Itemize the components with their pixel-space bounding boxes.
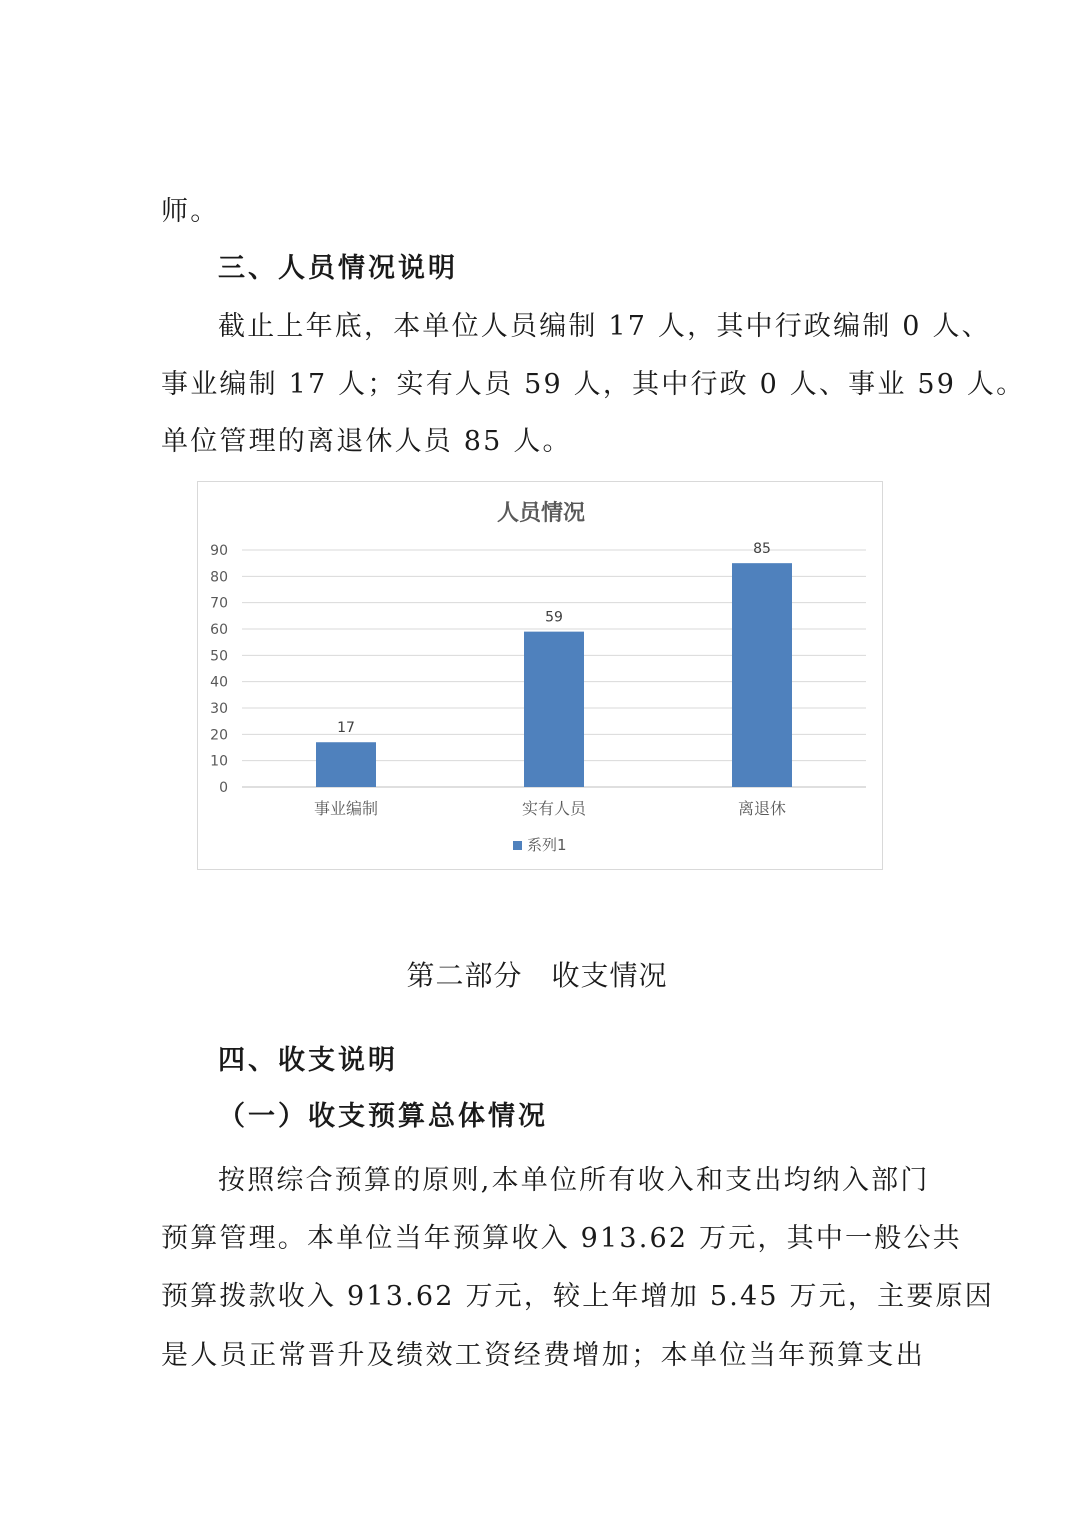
personnel-text-line-1: 截止上年底，本单位人员编制 17 人，其中行政编制 0 人、	[218, 311, 991, 342]
budget-text-line-3: 预算拨款收入 913.62 万元，较上年增加 5.45 万元，主要原因	[161, 1281, 994, 1312]
category-label: 实有人员	[521, 799, 587, 818]
part-title: 第二部分 收支情况	[406, 959, 668, 992]
data-label: 59	[545, 609, 563, 626]
personnel-chart-svg	[198, 482, 884, 871]
y-tick-label: 10	[210, 753, 228, 770]
category-label: 事业编制	[313, 799, 379, 818]
y-tick-label: 80	[210, 569, 228, 586]
budget-text-line-2: 预算管理。本单位当年预算收入 913.62 万元，其中一般公共	[161, 1223, 962, 1254]
y-tick-label: 40	[210, 674, 228, 691]
y-tick-label: 30	[210, 701, 228, 717]
data-label: 17	[337, 720, 355, 737]
bar	[524, 632, 584, 787]
data-label: 85	[753, 541, 771, 558]
y-tick-label: 70	[210, 595, 228, 612]
subsection-heading-budget: （一）收支预算总体情况	[218, 1101, 548, 1132]
section-heading-finance: 四、收支说明	[218, 1045, 398, 1076]
budget-text-line-1: 按照综合预算的原则,本单位所有收入和支出均纳入部门	[218, 1165, 930, 1196]
y-tick-label: 20	[210, 727, 228, 744]
paragraph-tail: 师。	[161, 196, 220, 227]
category-label: 离退休	[737, 799, 787, 818]
y-tick-label: 60	[210, 622, 228, 638]
y-tick-label: 90	[210, 543, 228, 559]
legend-swatch	[513, 841, 522, 850]
chart-title: 人员情况	[496, 501, 586, 526]
personnel-text-line-3: 单位管理的离退休人员 85 人。	[161, 426, 572, 457]
section-heading-personnel: 三、人员情况说明	[218, 253, 458, 284]
budget-text-line-4: 是人员正常晋升及绩效工资经费增加；本单位当年预算支出	[161, 1340, 925, 1371]
personnel-chart	[197, 481, 883, 870]
chart-legend	[513, 836, 567, 854]
bar	[732, 563, 792, 787]
y-tick-label: 0	[219, 780, 228, 796]
personnel-text-line-2: 事业编制 17 人；实有人员 59 人，其中行政 0 人、事业 59 人。	[161, 369, 1026, 400]
bar	[316, 742, 376, 787]
y-tick-label: 50	[210, 648, 228, 665]
legend-label: 系列1	[527, 836, 567, 854]
